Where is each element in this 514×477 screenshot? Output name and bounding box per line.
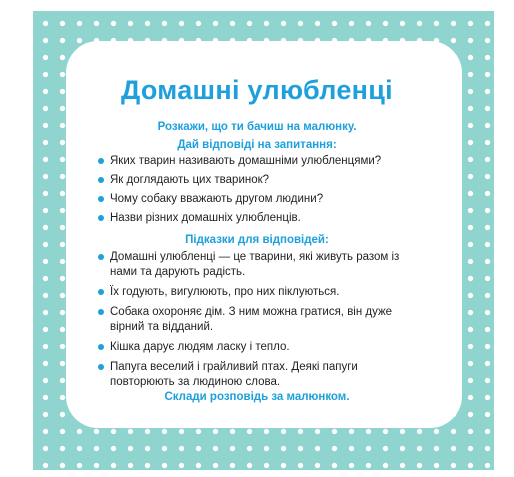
questions-list [98, 154, 428, 230]
hints-heading: Підказки для відповідей: [185, 234, 329, 246]
bullet-icon [98, 158, 104, 164]
closing-text: Склади розповідь за малюнком. [164, 391, 350, 403]
list-item [98, 250, 416, 280]
hint-text: Кішка дарує людям ласку і тепло. [110, 341, 290, 353]
hint-text: Домашні улюбленці — це тварини, які живуть разом із нами та дарують радість. [110, 251, 400, 278]
instruction-text: Розкажи, що ти бачиш на малюнку. [157, 121, 357, 133]
question-text: Яких тварин називають домашніми улюбленцями? [110, 155, 382, 167]
questions-heading: Дай відповіді на запитання: [177, 139, 337, 151]
hints-list [98, 250, 416, 395]
list-item [98, 211, 428, 230]
bullet-icon [98, 215, 104, 221]
question-text: Чому собаку вважають другом людини? [110, 193, 324, 205]
bullet-icon [98, 309, 104, 315]
bullet-icon [98, 289, 104, 295]
page-title: Домашні улюбленці [121, 75, 393, 105]
bullet-icon [98, 177, 104, 183]
list-item [98, 192, 428, 211]
hint-text: Їх годують, вигулюють, про них піклуються. [110, 286, 340, 298]
list-item [98, 340, 416, 355]
hint-text: Папуга веселий і грайливий птах. Деякі папуги повторюють за людиною слова. [110, 361, 358, 388]
question-text: Як доглядають цих тваринок? [110, 174, 270, 186]
question-text: Назви різних домашніх улюбленців. [110, 212, 301, 224]
list-item [98, 285, 416, 300]
bullet-icon [98, 344, 104, 350]
list-item [98, 360, 416, 390]
list-item [98, 173, 428, 192]
bullet-icon [98, 364, 104, 370]
list-item [98, 154, 428, 173]
list-item [98, 305, 416, 335]
hint-text: Собака охороняє дім. З ним можна гратися, він дуже вірний та відданий. [110, 306, 393, 333]
bullet-icon [98, 196, 104, 202]
bullet-icon [98, 254, 104, 260]
